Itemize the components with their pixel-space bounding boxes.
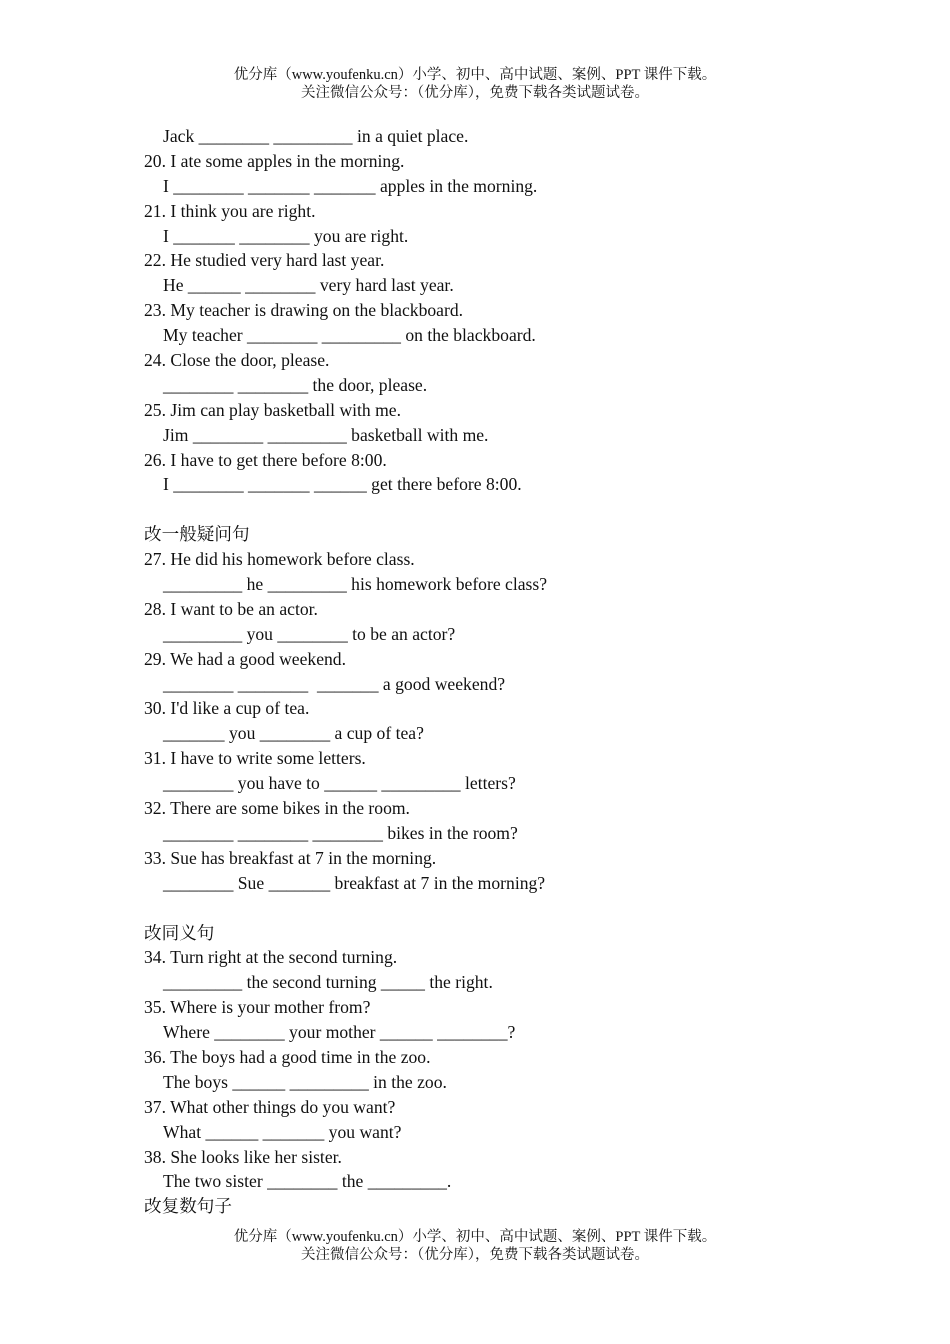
question-text: 28. I want to be an actor. <box>144 598 318 619</box>
answer-line: ________ ________ _______ a good weekend? <box>163 673 506 694</box>
answer-line: What ______ _______ you want? <box>163 1121 402 1142</box>
question-text: 29. We had a good weekend. <box>144 648 346 669</box>
question-text: 31. I have to write some letters. <box>144 748 366 769</box>
answer-line: I ________ _______ _______ apples in the morning. <box>163 175 538 196</box>
question-27 <box>144 547 864 597</box>
question-text: 32. There are some bikes in the room. <box>144 798 410 819</box>
page-footer <box>0 1228 950 1264</box>
answer-line: The two sister ________ the _________. <box>163 1171 452 1192</box>
spacer <box>144 497 864 522</box>
question-text: 27. He did his homework before class. <box>144 549 415 570</box>
answer-line: ________ ________ ________ bikes in the room? <box>163 822 518 843</box>
answer-line: The boys ______ _________ in the zoo. <box>163 1071 447 1092</box>
question-25 <box>144 398 864 448</box>
question-22 <box>144 248 864 298</box>
question-text: 25. Jim can play basketball with me. <box>144 399 402 420</box>
question-text: 20. I ate some apples in the morning. <box>144 150 405 171</box>
spacer <box>144 896 864 921</box>
answer-line: I _______ ________ you are right. <box>163 225 409 246</box>
question-30 <box>144 696 864 746</box>
question-24 <box>144 348 864 398</box>
question-text: 37. What other things do you want? <box>144 1096 396 1117</box>
answer-line: _______ you ________ a cup of tea? <box>163 723 424 744</box>
section-title-yes-no-questions: 改一般疑问句 <box>144 524 250 545</box>
question-text: 38. She looks like her sister. <box>144 1146 342 1167</box>
worksheet-body <box>144 124 864 1219</box>
question-35 <box>144 995 864 1045</box>
question-21 <box>144 199 864 249</box>
question-text: 24. Close the door, please. <box>144 350 330 371</box>
answer-line: _________ the second turning _____ the right. <box>163 972 493 993</box>
footer-line-2: 关注微信公众号：（优分库），免费下载各类试题试卷。 <box>301 1247 649 1263</box>
question-23 <box>144 298 864 348</box>
answer-line: ________ you have to ______ _________ letters? <box>163 773 516 794</box>
question-text: 23. My teacher is drawing on the blackboard. <box>144 300 464 321</box>
question-text: 21. I think you are right. <box>144 200 316 221</box>
answer-line: _________ you ________ to be an actor? <box>163 623 456 644</box>
header-line-1: 优分库（www.youfenku.cn）小学、初中、高中试题、案例、PPT 课件下载。 <box>233 67 717 83</box>
footer-line-1: 优分库（www.youfenku.cn）小学、初中、高中试题、案例、PPT 课件下载。 <box>233 1229 717 1245</box>
question-text: 33. Sue has breakfast at 7 in the morning. <box>144 847 437 868</box>
question-text: 30. I'd like a cup of tea. <box>144 698 310 719</box>
page-header <box>0 66 950 102</box>
answer-line: ________ Sue _______ breakfast at 7 in the morning? <box>163 872 546 893</box>
question-20 <box>144 149 864 199</box>
question-33 <box>144 846 864 896</box>
question-text: 36. The boys had a good time in the zoo. <box>144 1046 431 1067</box>
continued-answer-line: Jack ________ _________ in a quiet place. <box>163 126 469 146</box>
question-text: 35. Where is your mother from? <box>144 997 371 1018</box>
question-34 <box>144 945 864 995</box>
question-text: 34. Turn right at the second turning. <box>144 947 398 968</box>
question-29 <box>144 647 864 697</box>
answer-line: _________ he _________ his homework before class? <box>163 574 548 595</box>
header-line-2: 关注微信公众号：（优分库），免费下载各类试题试卷。 <box>301 85 649 101</box>
answer-line: I ________ _______ ______ get there before 8:00. <box>163 474 522 495</box>
question-38 <box>144 1145 864 1195</box>
question-26 <box>144 448 864 498</box>
question-text: 22. He studied very hard last year. <box>144 250 385 271</box>
question-text: 26. I have to get there before 8:00. <box>144 449 387 470</box>
answer-line: ________ ________ the door, please. <box>163 374 428 395</box>
question-31 <box>144 746 864 796</box>
question-32 <box>144 796 864 846</box>
section-title-plural-sentences: 改复数句子 <box>144 1196 232 1217</box>
question-28 <box>144 597 864 647</box>
answer-line: My teacher ________ _________ on the blackboard. <box>163 325 536 346</box>
question-37 <box>144 1095 864 1145</box>
answer-line: Where ________ your mother ______ ________? <box>163 1022 516 1043</box>
section-title-synonym-sentences: 改同义句 <box>144 922 215 943</box>
answer-line: Jim ________ _________ basketball with me. <box>163 424 489 445</box>
question-36 <box>144 1045 864 1095</box>
answer-line: He ______ ________ very hard last year. <box>163 275 454 296</box>
